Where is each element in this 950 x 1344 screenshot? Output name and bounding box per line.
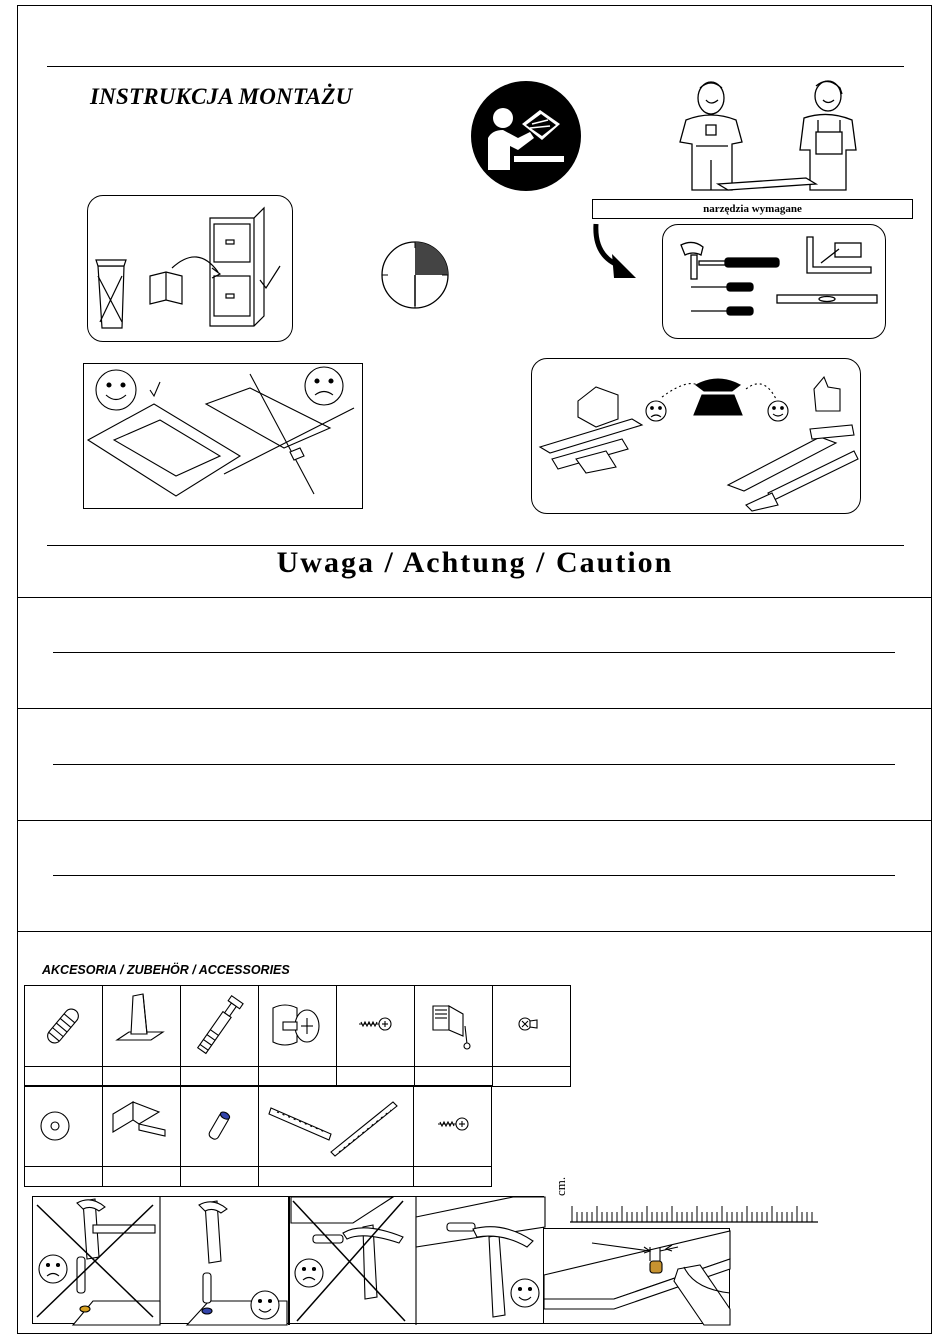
screw-icon (337, 986, 415, 1067)
qty-cell (415, 1067, 493, 1087)
accessories-table-row2 (24, 1085, 492, 1187)
drawer-runner-icon (259, 1086, 414, 1167)
top-rule (47, 66, 904, 67)
note-line-2 (53, 764, 895, 765)
ruler-unit-label: cm. (553, 1176, 568, 1196)
qty-cell (25, 1067, 103, 1087)
dowel-hammer-strip (32, 1196, 544, 1324)
curved-arrow-icon (590, 222, 640, 284)
two-workers-icon (666, 80, 866, 195)
assemble-on-rug-panel (83, 363, 363, 509)
read-manual-icon (470, 80, 582, 192)
qty-cell (493, 1067, 571, 1087)
keep-instructions-drawing (88, 196, 294, 343)
section-divider-3 (17, 820, 932, 821)
clock-icon (380, 240, 450, 310)
edge-measure-panel (543, 1228, 730, 1324)
section-divider-4 (17, 931, 932, 932)
qty-cell (259, 1167, 414, 1187)
cam-lock-icon (259, 986, 337, 1067)
caution-heading: Uwaga / Achtung / Caution (276, 546, 674, 579)
dowel-hammer-drawing (33, 1197, 545, 1325)
shelf-support-icon (103, 986, 181, 1067)
qty-cell (25, 1167, 103, 1187)
qty-cell (103, 1167, 181, 1187)
note-line-3 (53, 875, 895, 876)
damaged-parts-panel (531, 358, 861, 514)
cam-disc-icon (25, 1086, 103, 1167)
accessories-title: AKCESORIA / ZUBEHÖR / ACCESSORIES (42, 963, 290, 977)
wall-plug-screw-icon (181, 986, 259, 1067)
wooden-dowel-icon (25, 986, 103, 1067)
qty-cell (259, 1067, 337, 1087)
section-divider-1 (17, 597, 932, 598)
angle-bracket-icon (415, 986, 493, 1067)
tools-required-label: narzędzia wymagane (592, 199, 913, 219)
accessories-table-row1 (24, 985, 571, 1087)
corner-bracket-icon (103, 1086, 181, 1167)
flat-head-screw-icon (493, 986, 571, 1067)
tools-drawing (663, 225, 887, 340)
note-line-1 (53, 652, 895, 653)
qty-cell (181, 1067, 259, 1087)
keep-instructions-panel (87, 195, 293, 342)
short-screw-icon (414, 1086, 492, 1167)
edge-measure-drawing (544, 1229, 731, 1325)
tools-panel (662, 224, 886, 339)
qty-cell (337, 1067, 415, 1087)
ruler-scale (570, 1204, 820, 1224)
qty-cell (103, 1067, 181, 1087)
qty-cell (181, 1167, 259, 1187)
qty-cell (414, 1167, 492, 1187)
assemble-on-rug-drawing (84, 364, 364, 510)
page-title: INSTRUKCJA MONTAŻU (90, 84, 353, 109)
damaged-parts-drawing (532, 359, 862, 515)
dowel-pin-icon (181, 1086, 259, 1167)
section-divider-2 (17, 708, 932, 709)
